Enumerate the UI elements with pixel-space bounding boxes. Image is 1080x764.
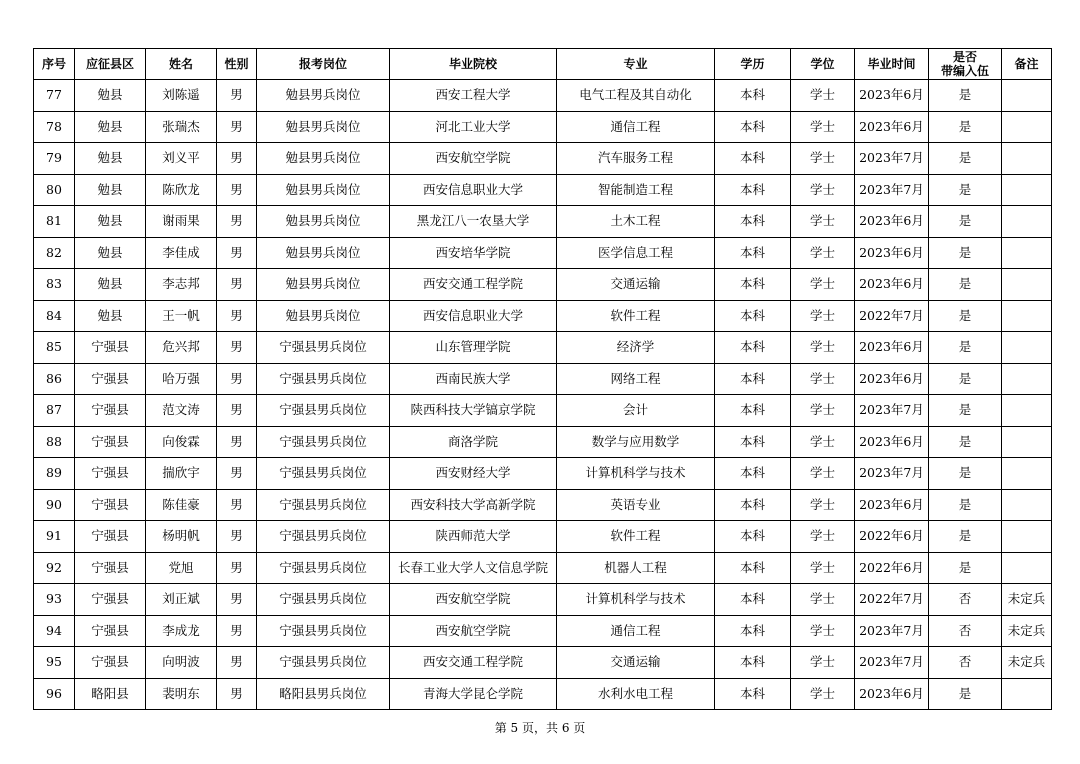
cell-name: 向俊霖 — [146, 426, 217, 458]
cell-seq: 94 — [34, 615, 75, 647]
cell-education: 本科 — [715, 426, 791, 458]
cell-name: 范文涛 — [146, 395, 217, 427]
cell-school: 黑龙江八一农垦大学 — [390, 206, 557, 238]
table-row — [34, 143, 1052, 175]
header-post: 报考岗位 — [257, 49, 390, 80]
cell-major: 计算机科学与技术 — [557, 584, 715, 616]
cell-graduation-time: 2023年6月 — [855, 332, 929, 364]
cell-graduation-time: 2023年7月 — [855, 395, 929, 427]
cell-county: 宁强县 — [75, 615, 146, 647]
cell-school: 西安航空学院 — [390, 584, 557, 616]
cell-school: 西安信息职业大学 — [390, 174, 557, 206]
cell-degree: 学士 — [791, 80, 855, 112]
cell-county: 略阳县 — [75, 678, 146, 710]
table-row — [34, 332, 1052, 364]
header-seq: 序号 — [34, 49, 75, 80]
cell-degree: 学士 — [791, 647, 855, 679]
cell-quota: 是 — [929, 237, 1002, 269]
cell-county: 勉县 — [75, 237, 146, 269]
cell-name: 杨明帆 — [146, 521, 217, 553]
cell-major: 医学信息工程 — [557, 237, 715, 269]
cell-school: 西安培华学院 — [390, 237, 557, 269]
cell-quota: 是 — [929, 300, 1002, 332]
cell-school: 西南民族大学 — [390, 363, 557, 395]
cell-school: 西安科技大学高新学院 — [390, 489, 557, 521]
header-education: 学历 — [715, 49, 791, 80]
cell-remark — [1002, 237, 1052, 269]
cell-education: 本科 — [715, 332, 791, 364]
header-quota-line2: 带编入伍 — [940, 64, 989, 78]
header-school: 毕业院校 — [390, 49, 557, 80]
cell-education: 本科 — [715, 615, 791, 647]
cell-post: 宁强县男兵岗位 — [257, 332, 390, 364]
cell-county: 勉县 — [75, 143, 146, 175]
cell-degree: 学士 — [791, 363, 855, 395]
cell-remark — [1002, 489, 1052, 521]
cell-name: 向明波 — [146, 647, 217, 679]
cell-seq: 93 — [34, 584, 75, 616]
cell-post: 宁强县男兵岗位 — [257, 615, 390, 647]
cell-school: 西安财经大学 — [390, 458, 557, 490]
cell-post: 勉县男兵岗位 — [257, 174, 390, 206]
cell-quota: 否 — [929, 647, 1002, 679]
cell-gender: 男 — [217, 584, 257, 616]
cell-gender: 男 — [217, 395, 257, 427]
cell-seq: 89 — [34, 458, 75, 490]
cell-remark — [1002, 174, 1052, 206]
cell-remark — [1002, 269, 1052, 301]
cell-degree: 学士 — [791, 174, 855, 206]
cell-graduation-time: 2023年6月 — [855, 206, 929, 238]
cell-county: 宁强县 — [75, 363, 146, 395]
cell-seq: 82 — [34, 237, 75, 269]
cell-county: 勉县 — [75, 206, 146, 238]
cell-gender: 男 — [217, 143, 257, 175]
cell-seq: 85 — [34, 332, 75, 364]
cell-school: 陕西科技大学镐京学院 — [390, 395, 557, 427]
cell-degree: 学士 — [791, 237, 855, 269]
cell-post: 勉县男兵岗位 — [257, 111, 390, 143]
cell-seq: 90 — [34, 489, 75, 521]
cell-name: 哈万强 — [146, 363, 217, 395]
table-row — [34, 426, 1052, 458]
cell-remark — [1002, 552, 1052, 584]
cell-school: 山东管理学院 — [390, 332, 557, 364]
cell-degree: 学士 — [791, 426, 855, 458]
cell-county: 宁强县 — [75, 521, 146, 553]
cell-county: 宁强县 — [75, 489, 146, 521]
cell-gender: 男 — [217, 269, 257, 301]
cell-graduation-time: 2023年6月 — [855, 489, 929, 521]
cell-major: 电气工程及其自动化 — [557, 80, 715, 112]
cell-seq: 91 — [34, 521, 75, 553]
cell-gender: 男 — [217, 647, 257, 679]
cell-seq: 77 — [34, 80, 75, 112]
cell-gender: 男 — [217, 521, 257, 553]
cell-seq: 80 — [34, 174, 75, 206]
cell-major: 经济学 — [557, 332, 715, 364]
cell-school: 西安交通工程学院 — [390, 269, 557, 301]
cell-graduation-time: 2022年7月 — [855, 584, 929, 616]
cell-education: 本科 — [715, 111, 791, 143]
cell-gender: 男 — [217, 426, 257, 458]
cell-degree: 学士 — [791, 584, 855, 616]
cell-graduation-time: 2023年6月 — [855, 269, 929, 301]
cell-post: 宁强县男兵岗位 — [257, 395, 390, 427]
cell-graduation-time: 2023年6月 — [855, 363, 929, 395]
cell-major: 智能制造工程 — [557, 174, 715, 206]
cell-quota: 是 — [929, 458, 1002, 490]
cell-degree: 学士 — [791, 552, 855, 584]
table-row — [34, 111, 1052, 143]
cell-county: 宁强县 — [75, 395, 146, 427]
cell-remark — [1002, 332, 1052, 364]
cell-major: 英语专业 — [557, 489, 715, 521]
cell-education: 本科 — [715, 521, 791, 553]
cell-seq: 87 — [34, 395, 75, 427]
cell-county: 勉县 — [75, 300, 146, 332]
cell-graduation-time: 2023年7月 — [855, 458, 929, 490]
cell-quota: 是 — [929, 269, 1002, 301]
cell-post: 勉县男兵岗位 — [257, 206, 390, 238]
cell-county: 宁强县 — [75, 458, 146, 490]
header-major: 专业 — [557, 49, 715, 80]
table-row — [34, 615, 1052, 647]
cell-gender: 男 — [217, 206, 257, 238]
cell-quota: 是 — [929, 521, 1002, 553]
cell-graduation-time: 2022年7月 — [855, 300, 929, 332]
cell-remark — [1002, 363, 1052, 395]
cell-education: 本科 — [715, 143, 791, 175]
cell-major: 汽车服务工程 — [557, 143, 715, 175]
cell-post: 勉县男兵岗位 — [257, 300, 390, 332]
table-row — [34, 552, 1052, 584]
cell-quota: 是 — [929, 426, 1002, 458]
cell-name: 刘陈遥 — [146, 80, 217, 112]
cell-school: 商洛学院 — [390, 426, 557, 458]
cell-degree: 学士 — [791, 521, 855, 553]
cell-remark — [1002, 80, 1052, 112]
cell-name: 危兴邦 — [146, 332, 217, 364]
cell-gender: 男 — [217, 458, 257, 490]
cell-gender: 男 — [217, 332, 257, 364]
cell-remark: 未定兵 — [1002, 647, 1052, 679]
cell-county: 勉县 — [75, 80, 146, 112]
cell-degree: 学士 — [791, 143, 855, 175]
cell-quota: 是 — [929, 489, 1002, 521]
header-degree: 学位 — [791, 49, 855, 80]
cell-post: 宁强县男兵岗位 — [257, 584, 390, 616]
cell-gender: 男 — [217, 80, 257, 112]
cell-education: 本科 — [715, 300, 791, 332]
cell-remark: 未定兵 — [1002, 584, 1052, 616]
page-footer: 第 5 页，共 6 页 — [494, 721, 586, 735]
cell-school: 长春工业大学人文信息学院 — [390, 552, 557, 584]
cell-county: 宁强县 — [75, 552, 146, 584]
cell-degree: 学士 — [791, 489, 855, 521]
cell-quota: 否 — [929, 615, 1002, 647]
cell-name: 李成龙 — [146, 615, 217, 647]
cell-seq: 96 — [34, 678, 75, 710]
cell-name: 裴明东 — [146, 678, 217, 710]
cell-county: 勉县 — [75, 269, 146, 301]
cell-major: 机器人工程 — [557, 552, 715, 584]
cell-education: 本科 — [715, 80, 791, 112]
header-county: 应征县区 — [75, 49, 146, 80]
cell-education: 本科 — [715, 584, 791, 616]
cell-major: 会计 — [557, 395, 715, 427]
table-row — [34, 269, 1052, 301]
cell-gender: 男 — [217, 111, 257, 143]
cell-quota: 否 — [929, 584, 1002, 616]
table-row — [34, 300, 1052, 332]
table-row — [34, 206, 1052, 238]
cell-education: 本科 — [715, 552, 791, 584]
cell-school: 西安航空学院 — [390, 615, 557, 647]
cell-name: 李志邦 — [146, 269, 217, 301]
cell-school: 青海大学昆仑学院 — [390, 678, 557, 710]
cell-gender: 男 — [217, 489, 257, 521]
cell-graduation-time: 2023年6月 — [855, 426, 929, 458]
table-row — [34, 174, 1052, 206]
cell-graduation-time: 2022年6月 — [855, 552, 929, 584]
cell-degree: 学士 — [791, 678, 855, 710]
header-name: 姓名 — [146, 49, 217, 80]
table-body — [34, 80, 1052, 710]
cell-seq: 84 — [34, 300, 75, 332]
table-row — [34, 584, 1052, 616]
cell-education: 本科 — [715, 206, 791, 238]
header-gender: 性别 — [217, 49, 257, 80]
cell-degree: 学士 — [791, 395, 855, 427]
cell-remark — [1002, 111, 1052, 143]
cell-seq: 92 — [34, 552, 75, 584]
cell-post: 宁强县男兵岗位 — [257, 426, 390, 458]
cell-post: 勉县男兵岗位 — [257, 80, 390, 112]
header-graduation-time: 毕业时间 — [855, 49, 929, 80]
table-row — [34, 80, 1052, 112]
cell-name: 揣欣宇 — [146, 458, 217, 490]
cell-school: 西安交通工程学院 — [390, 647, 557, 679]
cell-graduation-time: 2023年7月 — [855, 615, 929, 647]
cell-remark — [1002, 521, 1052, 553]
header-quota-line1: 是否 — [952, 50, 977, 64]
cell-education: 本科 — [715, 174, 791, 206]
cell-name: 张瑞杰 — [146, 111, 217, 143]
cell-post: 宁强县男兵岗位 — [257, 521, 390, 553]
cell-degree: 学士 — [791, 111, 855, 143]
cell-degree: 学士 — [791, 332, 855, 364]
cell-school: 西安航空学院 — [390, 143, 557, 175]
cell-post: 宁强县男兵岗位 — [257, 363, 390, 395]
cell-major: 通信工程 — [557, 615, 715, 647]
cell-quota: 是 — [929, 206, 1002, 238]
cell-quota: 是 — [929, 552, 1002, 584]
cell-quota: 是 — [929, 332, 1002, 364]
table-row — [34, 678, 1052, 710]
cell-remark — [1002, 300, 1052, 332]
cell-graduation-time: 2023年7月 — [855, 647, 929, 679]
cell-remark — [1002, 395, 1052, 427]
table-row — [34, 458, 1052, 490]
cell-county: 勉县 — [75, 174, 146, 206]
cell-graduation-time: 2023年6月 — [855, 111, 929, 143]
cell-remark — [1002, 458, 1052, 490]
cell-graduation-time: 2023年6月 — [855, 237, 929, 269]
cell-county: 宁强县 — [75, 332, 146, 364]
cell-degree: 学士 — [791, 615, 855, 647]
cell-degree: 学士 — [791, 269, 855, 301]
table-row — [34, 521, 1052, 553]
cell-gender: 男 — [217, 678, 257, 710]
cell-name: 刘义平 — [146, 143, 217, 175]
cell-seq: 88 — [34, 426, 75, 458]
cell-remark — [1002, 206, 1052, 238]
cell-seq: 86 — [34, 363, 75, 395]
cell-post: 勉县男兵岗位 — [257, 143, 390, 175]
cell-education: 本科 — [715, 395, 791, 427]
cell-major: 网络工程 — [557, 363, 715, 395]
cell-major: 交通运输 — [557, 269, 715, 301]
cell-post: 宁强县男兵岗位 — [257, 489, 390, 521]
cell-name: 王一帆 — [146, 300, 217, 332]
cell-graduation-time: 2022年6月 — [855, 521, 929, 553]
cell-major: 土木工程 — [557, 206, 715, 238]
table-row — [34, 363, 1052, 395]
cell-school: 西安信息职业大学 — [390, 300, 557, 332]
cell-graduation-time: 2023年7月 — [855, 143, 929, 175]
cell-quota: 是 — [929, 111, 1002, 143]
cell-education: 本科 — [715, 647, 791, 679]
cell-post: 勉县男兵岗位 — [257, 237, 390, 269]
cell-remark — [1002, 678, 1052, 710]
cell-seq: 78 — [34, 111, 75, 143]
cell-seq: 79 — [34, 143, 75, 175]
cell-degree: 学士 — [791, 206, 855, 238]
cell-major: 软件工程 — [557, 300, 715, 332]
cell-quota: 是 — [929, 363, 1002, 395]
cell-school: 西安工程大学 — [390, 80, 557, 112]
cell-major: 数学与应用数学 — [557, 426, 715, 458]
cell-school: 陕西师范大学 — [390, 521, 557, 553]
cell-seq: 83 — [34, 269, 75, 301]
cell-remark — [1002, 426, 1052, 458]
cell-post: 略阳县男兵岗位 — [257, 678, 390, 710]
cell-post: 宁强县男兵岗位 — [257, 552, 390, 584]
cell-name: 党旭 — [146, 552, 217, 584]
table-row — [34, 395, 1052, 427]
table-row — [34, 489, 1052, 521]
cell-seq: 95 — [34, 647, 75, 679]
cell-gender: 男 — [217, 615, 257, 647]
table-row — [34, 647, 1052, 679]
cell-gender: 男 — [217, 174, 257, 206]
table-header-row — [34, 49, 1052, 80]
cell-education: 本科 — [715, 489, 791, 521]
cell-county: 勉县 — [75, 111, 146, 143]
cell-county: 宁强县 — [75, 647, 146, 679]
cell-quota: 是 — [929, 143, 1002, 175]
cell-name: 陈佳豪 — [146, 489, 217, 521]
cell-seq: 81 — [34, 206, 75, 238]
cell-remark — [1002, 143, 1052, 175]
cell-education: 本科 — [715, 458, 791, 490]
cell-education: 本科 — [715, 678, 791, 710]
cell-education: 本科 — [715, 237, 791, 269]
table-row — [34, 237, 1052, 269]
cell-quota: 是 — [929, 174, 1002, 206]
cell-gender: 男 — [217, 552, 257, 584]
cell-county: 宁强县 — [75, 426, 146, 458]
enlistment-table — [33, 48, 1052, 710]
header-remark: 备注 — [1002, 49, 1052, 80]
cell-quota: 是 — [929, 678, 1002, 710]
cell-post: 勉县男兵岗位 — [257, 269, 390, 301]
cell-county: 宁强县 — [75, 584, 146, 616]
cell-graduation-time: 2023年6月 — [855, 80, 929, 112]
cell-quota: 是 — [929, 395, 1002, 427]
cell-degree: 学士 — [791, 300, 855, 332]
cell-graduation-time: 2023年6月 — [855, 678, 929, 710]
cell-major: 水利水电工程 — [557, 678, 715, 710]
cell-name: 李佳成 — [146, 237, 217, 269]
cell-major: 通信工程 — [557, 111, 715, 143]
cell-name: 陈欣龙 — [146, 174, 217, 206]
cell-post: 宁强县男兵岗位 — [257, 647, 390, 679]
cell-major: 软件工程 — [557, 521, 715, 553]
cell-graduation-time: 2023年7月 — [855, 174, 929, 206]
cell-remark: 未定兵 — [1002, 615, 1052, 647]
cell-major: 交通运输 — [557, 647, 715, 679]
cell-school: 河北工业大学 — [390, 111, 557, 143]
cell-quota: 是 — [929, 80, 1002, 112]
cell-gender: 男 — [217, 300, 257, 332]
cell-gender: 男 — [217, 363, 257, 395]
cell-gender: 男 — [217, 237, 257, 269]
cell-name: 刘正斌 — [146, 584, 217, 616]
header-quota — [929, 49, 1002, 80]
cell-major: 计算机科学与技术 — [557, 458, 715, 490]
cell-name: 谢雨果 — [146, 206, 217, 238]
cell-education: 本科 — [715, 269, 791, 301]
cell-education: 本科 — [715, 363, 791, 395]
cell-degree: 学士 — [791, 458, 855, 490]
cell-post: 宁强县男兵岗位 — [257, 458, 390, 490]
